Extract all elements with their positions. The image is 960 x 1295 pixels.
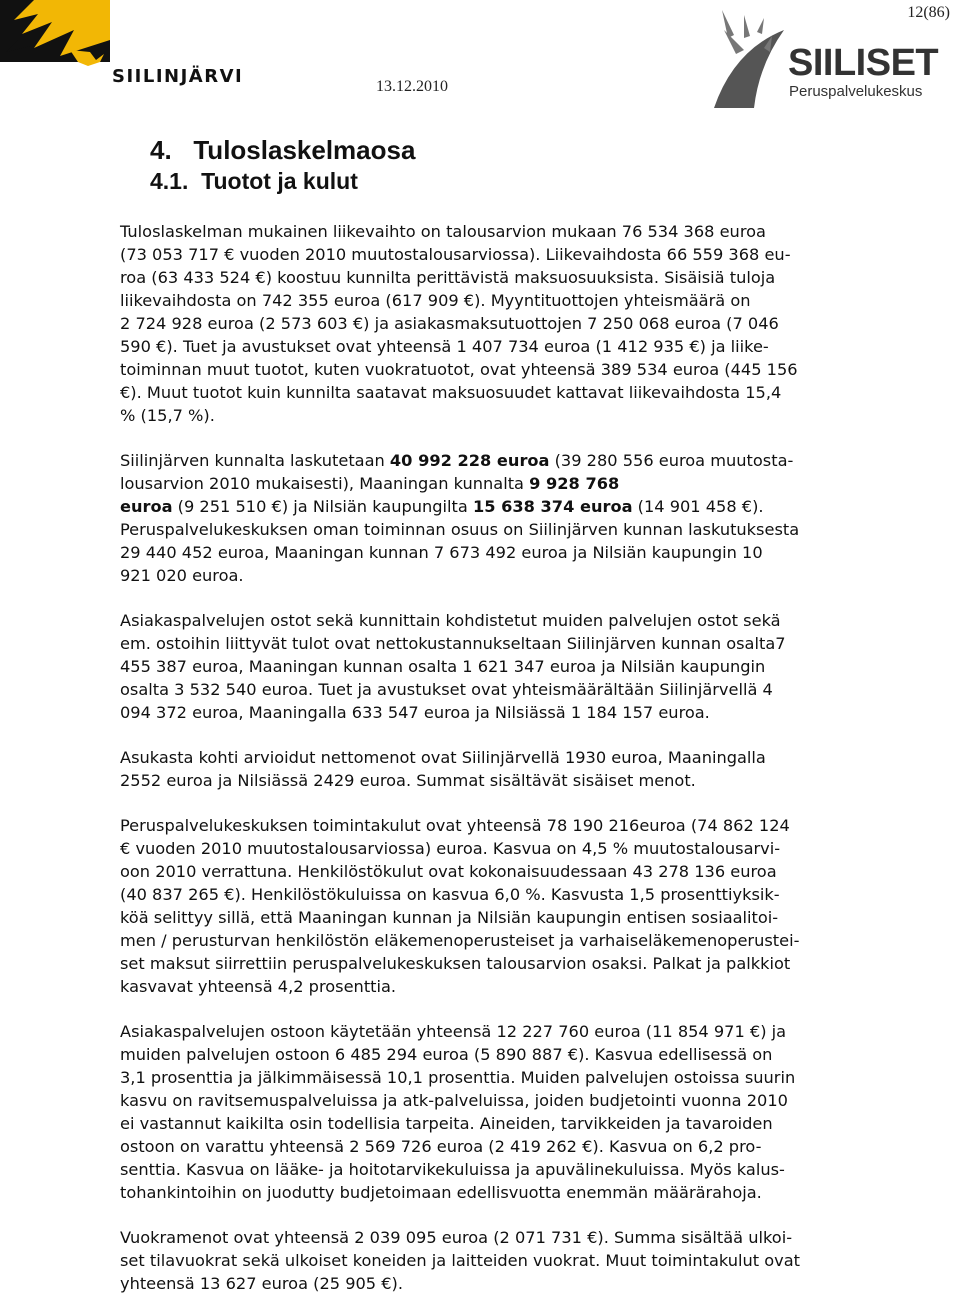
text-line xyxy=(120,541,920,564)
text-run: tohankintoihin on juodutty budjetoimaan edellisvuotta enemmän määrärahoja. xyxy=(120,1183,762,1202)
text-line xyxy=(120,701,920,724)
paragraph xyxy=(120,449,920,587)
text-line xyxy=(120,495,920,518)
text-run: 29 440 452 euroa, Maaningan kunnan 7 673 492 euroa ja Nilsiän kaupungin 10 xyxy=(120,543,763,562)
text-run: lousarvion 2010 mukaisesti), Maaningan kunnalta xyxy=(120,474,530,493)
siilinjarvi-logo xyxy=(0,0,220,110)
text-line xyxy=(120,1089,920,1112)
text-line xyxy=(120,1043,920,1066)
text-run: (14 901 458 €). xyxy=(632,497,764,516)
text-line xyxy=(120,609,920,632)
paragraph-gap xyxy=(120,998,920,1020)
text-line xyxy=(120,266,920,289)
text-run: köä selittyy sillä, että Maaningan kunnan ja Nilsiän kaupungin entisen sosiaalitoi- xyxy=(120,908,779,927)
text-run: 2 724 928 euroa (2 573 603 €) ja asiakasmaksutuottojen 7 250 068 euroa (7 046 xyxy=(120,314,779,333)
text-line xyxy=(120,632,920,655)
text-run: set maksut siirrettiin peruspalvelukeskuksen talousarvion osaksi. Palkat ja palkkiot xyxy=(120,954,791,973)
text-line xyxy=(120,518,920,541)
paragraph xyxy=(120,746,920,792)
text-line xyxy=(120,1249,920,1272)
text-run: ei vastannut kaikilta osin todellisia tarpeita. Aineiden, tarvikkeiden ja tavaroiden xyxy=(120,1114,773,1133)
text-run: 455 387 euroa, Maaningan kunnan osalta 1 621 347 euroa ja Nilsiän kaupungin xyxy=(120,657,766,676)
text-run: kasvu on ravitsemuspalveluissa ja atk-palveluissa, joiden budjetointi vuonna 2010 xyxy=(120,1091,788,1110)
text-line xyxy=(120,404,920,427)
text-line xyxy=(120,1226,920,1249)
text-run: % (15,7 %). xyxy=(120,406,215,425)
bold-amount: 15 638 374 euroa xyxy=(472,497,633,516)
paragraph-gap xyxy=(120,427,920,449)
paragraph-gap xyxy=(120,792,920,814)
bold-amount: euroa xyxy=(120,497,173,516)
text-line xyxy=(120,1135,920,1158)
text-line xyxy=(120,1020,920,1043)
text-line xyxy=(120,1112,920,1135)
document-date: 13.12.2010 xyxy=(376,78,448,95)
text-line xyxy=(120,837,920,860)
text-line xyxy=(120,1181,920,1204)
paragraph xyxy=(120,1020,920,1204)
page-number: 12(86) xyxy=(907,4,950,21)
text-run: (9 251 510 €) ja Nilsiän kaupungilta xyxy=(172,497,473,516)
body-text xyxy=(120,220,920,1295)
text-run: kasvavat yhteensä 4,2 prosenttia. xyxy=(120,977,397,996)
text-run: senttia. Kasvua on lääke- ja hoitotarvikekuluissa ja apuvälinekuluissa. Myös kalus- xyxy=(120,1160,785,1179)
text-run: Asukasta kohti arvioidut nettomenot ovat Siilinjärvellä 1930 euroa, Maaningalla xyxy=(120,748,766,767)
text-line xyxy=(120,289,920,312)
text-line xyxy=(120,449,920,472)
paragraph xyxy=(120,1226,920,1295)
text-line xyxy=(120,1272,920,1295)
text-run: liikevaihdosta on 742 355 euroa (617 909 €). Myyntituottojen yhteismäärä on xyxy=(120,291,751,310)
text-line xyxy=(120,883,920,906)
text-run: men / perusturvan henkilöstön eläkemenoperusteiset ja varhaiseläkemenoperustei- xyxy=(120,931,800,950)
text-line xyxy=(120,929,920,952)
text-run: Asiakaspalvelujen ostot sekä kunnittain kohdistetut muiden palvelujen ostot sekä xyxy=(120,611,781,630)
text-run: oon 2010 verrattuna. Henkilöstökulut ovat kokonaisuudessaan 43 278 136 euroa xyxy=(120,862,777,881)
bold-amount: 9 928 768 xyxy=(529,474,620,493)
section-heading: 4. Tuloslaskelmaosa xyxy=(150,135,416,165)
text-line xyxy=(120,678,920,701)
text-run: Siilinjärven kunnalta laskutetaan xyxy=(120,451,390,470)
text-run: em. ostoihin liittyvät tulot ovat nettokustannukseltaan Siilinjärven kunnan osalta7 xyxy=(120,634,786,653)
subsection-heading: 4.1. Tuotot ja kulut xyxy=(150,168,358,194)
text-line xyxy=(120,1158,920,1181)
text-run: 590 €). Tuet ja avustukset ovat yhteensä 1 407 734 euroa (1 412 935 €) ja liike- xyxy=(120,337,769,356)
siilinjarvi-logo-graphic xyxy=(0,0,220,110)
text-run: osalta 3 532 540 euroa. Tuet ja avustukset ovat yhteismäärältään Siilinjärvellä 4 xyxy=(120,680,773,699)
text-run: muiden palvelujen ostoon 6 485 294 euroa (5 890 887 €). Kasvua edellisessä on xyxy=(120,1045,773,1064)
paragraph xyxy=(120,814,920,998)
text-line xyxy=(120,952,920,975)
text-run: set tilavuokrat sekä ulkoiset koneiden ja laitteiden vuokrat. Muut toimintakulut ovat xyxy=(120,1251,801,1270)
text-run: 3,1 prosenttia ja jälkimmäisessä 10,1 prosenttia. Muiden palvelujen ostoissa suurin xyxy=(120,1068,796,1087)
text-line xyxy=(120,312,920,335)
text-run: Vuokramenot ovat yhteensä 2 039 095 euroa (2 071 731 €). Summa sisältää ulkoi- xyxy=(120,1228,793,1247)
text-run: 921 020 euroa. xyxy=(120,566,244,585)
text-line xyxy=(120,358,920,381)
paragraph-gap xyxy=(120,1204,920,1226)
text-run: (73 053 717 € vuoden 2010 muutostalousarviossa). Liikevaihdosta 66 559 368 eu- xyxy=(120,245,791,264)
text-line xyxy=(120,472,920,495)
text-run: Asiakaspalvelujen ostoon käytetään yhteensä 12 227 760 euroa (11 854 971 €) ja xyxy=(120,1022,787,1041)
text-run: ostoon on varattu yhteensä 2 569 726 euroa (2 419 262 €). Kasvua on 6,2 pro- xyxy=(120,1137,762,1156)
text-run: 094 372 euroa, Maaningalla 633 547 euroa ja Nilsiässä 1 184 157 euroa. xyxy=(120,703,710,722)
text-line xyxy=(120,655,920,678)
text-run: € vuoden 2010 muutostalousarviossa) euroa. Kasvua on 4,5 % muutostalousarvi- xyxy=(120,839,781,858)
text-run: Peruspalvelukeskuksen toimintakulut ovat yhteensä 78 190 216euroa (74 862 124 xyxy=(120,816,790,835)
logo-right-name: SIILISET xyxy=(788,42,939,84)
paragraph-gap xyxy=(120,587,920,609)
bold-amount: 40 992 228 euroa xyxy=(389,451,550,470)
paragraph-gap xyxy=(120,724,920,746)
logo-left-text: SIILINJÄRVI xyxy=(112,66,244,87)
text-run: (39 280 556 euroa muutosta- xyxy=(549,451,794,470)
text-line xyxy=(120,860,920,883)
text-line xyxy=(120,906,920,929)
text-line xyxy=(120,243,920,266)
text-line xyxy=(120,814,920,837)
text-line xyxy=(120,220,920,243)
text-run: Peruspalvelukeskuksen oman toiminnan osuus on Siilinjärven kunnan laskutuksesta xyxy=(120,520,800,539)
text-line xyxy=(120,1066,920,1089)
text-run: €). Muut tuotot kuin kunnilta saatavat maksuosuudet kattavat liikevaihdosta 15,4 xyxy=(120,383,782,402)
text-run: toiminnan muut tuotot, kuten vuokratuotot, ovat yhteensä 389 534 euroa (445 156 xyxy=(120,360,798,379)
text-line xyxy=(120,975,920,998)
text-run: yhteensä 13 627 euroa (25 905 €). xyxy=(120,1274,403,1293)
text-line xyxy=(120,335,920,358)
text-line xyxy=(120,746,920,769)
text-run: (40 837 265 €). Henkilöstökuluissa on kasvua 6,0 %. Kasvusta 1,5 prosenttiyksik- xyxy=(120,885,780,904)
text-line xyxy=(120,381,920,404)
text-line xyxy=(120,769,920,792)
logo-right-subtitle: Peruspalvelukeskus xyxy=(789,83,923,100)
paragraph xyxy=(120,220,920,427)
text-line xyxy=(120,564,920,587)
text-run: roa (63 433 524 €) koostuu kunnilta perittävistä maksuosuuksista. Sisäisiä tuloja xyxy=(120,268,776,287)
text-run: Tuloslaskelman mukainen liikevaihto on talousarvion mukaan 76 534 368 euroa xyxy=(120,222,766,241)
paragraph xyxy=(120,609,920,724)
text-run: 2552 euroa ja Nilsiässä 2429 euroa. Summat sisältävät sisäiset menot. xyxy=(120,771,696,790)
